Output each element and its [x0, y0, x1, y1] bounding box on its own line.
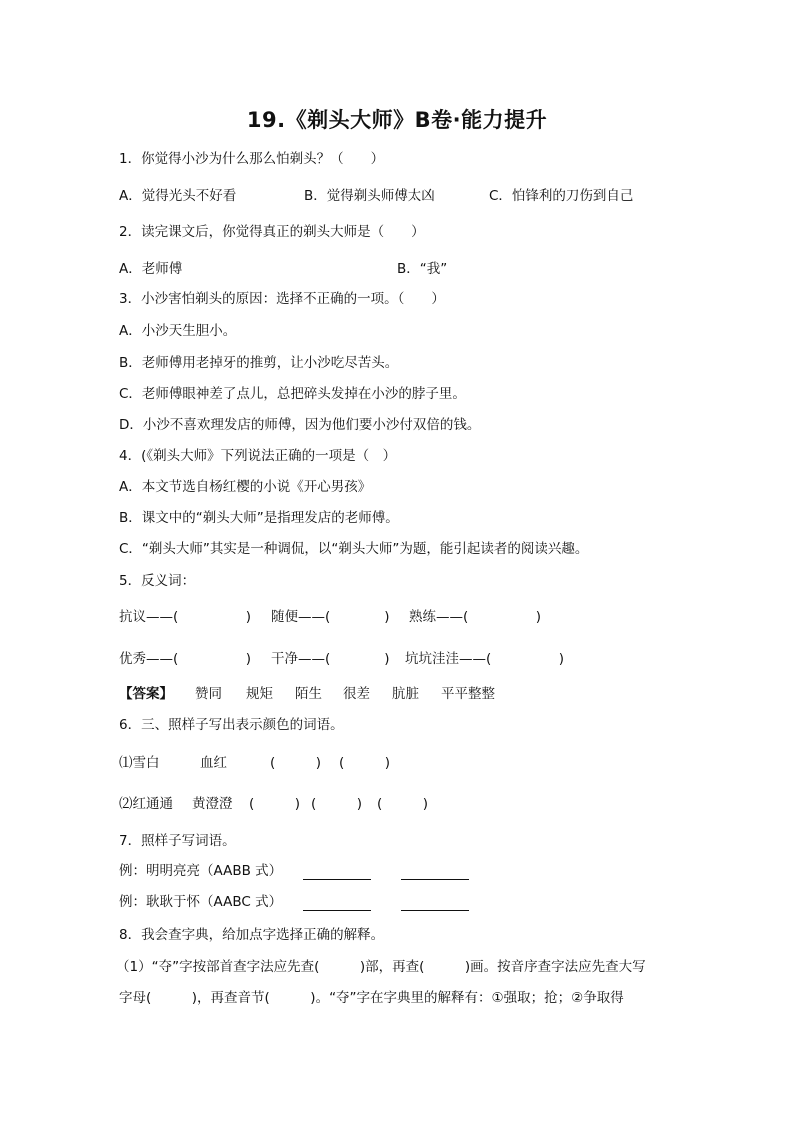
question-2: 2．读完课文后，你觉得真正的剃头大师是（ ） — [119, 224, 425, 240]
q2-option-a: A．老师傅 — [119, 261, 183, 277]
color-word-example: 血红 — [200, 755, 227, 771]
answer-word: 平平整整 — [441, 686, 495, 702]
question-4: 4．(《剃头大师》下列说法正确的一项是（ ） — [119, 448, 397, 464]
word-example: 例：耿耿于怀（AABC 式） — [119, 894, 283, 910]
q3-option-d: D．小沙不喜欢理发店的师傅，因为他们要小沙付双倍的钱。 — [119, 417, 481, 433]
answer-word: 陌生 — [295, 686, 322, 702]
q4-option-b: B．课文中的“剃头大师”是指理发店的老师傅。 — [119, 510, 399, 526]
word-example: 例：明明亮亮（AABB 式） — [119, 863, 283, 879]
q8-text-line: （1）“夺”字按部首查字法应先查( )部，再查( )画。按音序查字法应先查大写 — [116, 959, 646, 975]
answer-word: 肮脏 — [392, 686, 419, 702]
antonym-item: 坑坑洼洼——( ) — [405, 651, 565, 667]
question-3: 3．小沙害怕剃头的原因：选择不正确的一项。（ ） — [119, 291, 445, 307]
question-5: 5．反义词： — [119, 573, 196, 589]
antonym-item: 干净——( ) — [271, 651, 390, 667]
antonym-item: 随便——( ) — [271, 609, 390, 625]
antonym-item: 优秀——( ) — [119, 651, 252, 667]
color-word-example: ⑴雪白 — [119, 755, 160, 771]
color-blank: ( ) — [377, 796, 429, 812]
q3-option-c: C．老师傅眼神差了点儿，总把碎头发掉在小沙的脖子里。 — [119, 386, 466, 402]
antonym-item: 熟练——( ) — [409, 609, 542, 625]
q8-text-line: 字母( )，再查音节( )。“夺”字在字典里的解释有：①强取；抢；②争取得 — [119, 990, 624, 1006]
answer-word: 赞同 — [195, 686, 222, 702]
answer-line — [401, 893, 469, 911]
color-blank: ( ) — [339, 755, 391, 771]
question-6: 6．三、照样子写出表示颜色的词语。 — [119, 717, 344, 733]
q1-option-c: C．怕锋利的刀伤到自己 — [489, 188, 634, 204]
q3-option-b: B．老师傅用老掉牙的推剪，让小沙吃尽苦头。 — [119, 355, 399, 371]
question-1: 1．你觉得小沙为什么那么怕剃头？（ ） — [119, 151, 385, 167]
antonym-item: 抗议——( ) — [119, 609, 252, 625]
color-blank: ( ) — [311, 796, 363, 812]
answer-label: 【答案】 — [119, 686, 173, 702]
q4-option-a: A．本文节选自杨红樱的小说《开心男孩》 — [119, 479, 372, 495]
question-7: 7．照样子写词语。 — [119, 833, 236, 849]
q2-option-b: B．“我” — [397, 261, 448, 277]
q3-option-a: A．小沙天生胆小。 — [119, 323, 237, 339]
page-title: 19.《剃头大师》B卷·能力提升 — [246, 108, 548, 132]
q1-option-a: A．觉得光头不好看 — [119, 188, 237, 204]
answer-line — [401, 862, 469, 880]
color-word-example: 黄澄澄 — [192, 796, 233, 812]
color-word-example: ⑵红通通 — [119, 796, 173, 812]
q4-option-c: C．“剃头大师”其实是一种调侃，以“剃头大师”为题，能引起读者的阅读兴趣。 — [119, 541, 589, 557]
answer-word: 很差 — [343, 686, 370, 702]
color-blank: ( ) — [249, 796, 301, 812]
question-8: 8．我会查字典，给加点字选择正确的解释。 — [119, 927, 385, 943]
answer-line — [303, 893, 371, 911]
color-blank: ( ) — [270, 755, 322, 771]
answer-word: 规矩 — [246, 686, 273, 702]
q1-option-b: B．觉得剃头师傅太凶 — [304, 188, 435, 204]
answer-line — [303, 862, 371, 880]
